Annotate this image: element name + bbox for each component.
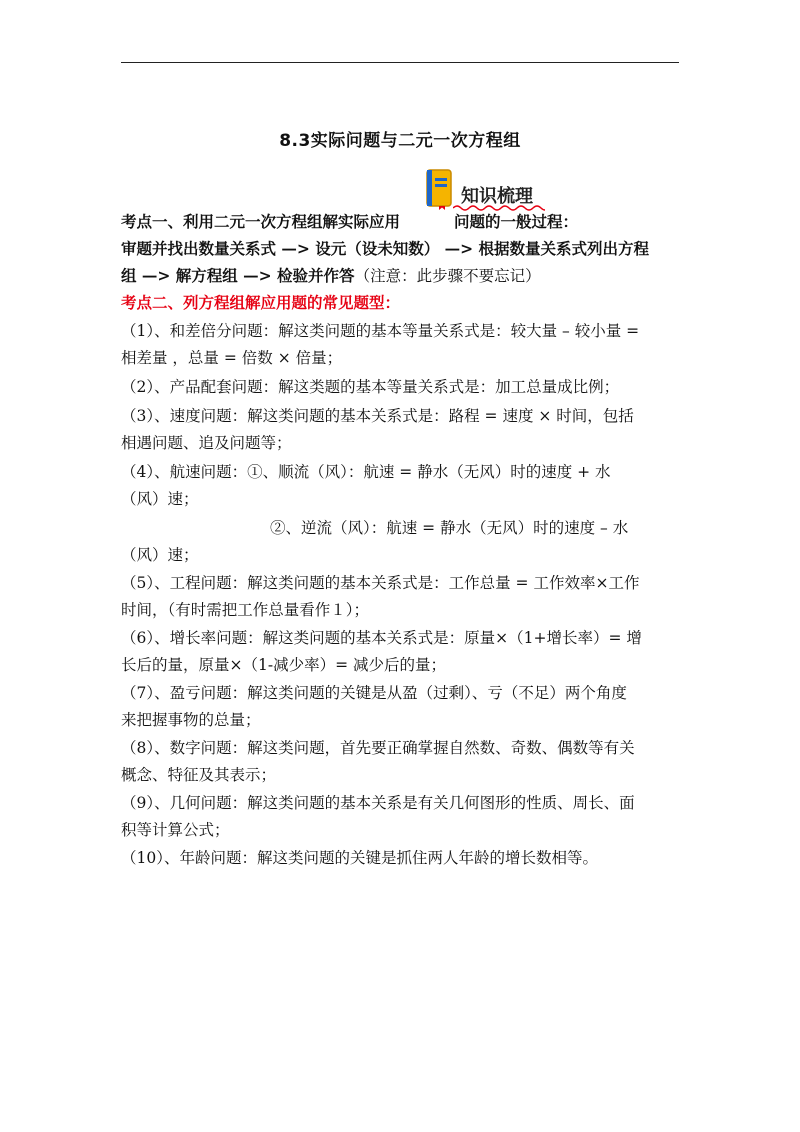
list-line: 积等计算公式；	[121, 821, 230, 839]
list-line: （风）速；	[121, 490, 199, 508]
list-line: （3）、速度问题：解这类问题的基本关系式是：路程 = 速度 × 时间，包括	[121, 407, 634, 425]
banner-label: 知识梳理	[461, 186, 533, 207]
section2-heading: 考点二、列方程组解应用题的常见题型：	[121, 293, 401, 312]
list-line: （4）、航速问题：①、顺流（风）：航速 = 静水（无风）时的速度 + 水	[121, 463, 611, 481]
list-line: 相遇问题、追及问题等；	[121, 434, 292, 452]
section1-heading: 考点一、利用二元一次方程组解实际应用 问题的一般过程：	[121, 212, 579, 231]
wave-underline	[453, 204, 545, 212]
process-line-2: 组 —> 解方程组 —> 检验并作答（注意：此步骤不要忘记）	[121, 266, 541, 285]
list-line: 概念、特征及其表示；	[121, 766, 277, 784]
list-line: （6）、增长率问题：解这类问题的基本关系式是：原量×（1+增长率）= 增	[121, 629, 642, 647]
list-line: （7）、盈亏问题：解这类问题的关键是从盈（过剩）、亏（不足）两个角度	[121, 684, 627, 702]
list-line: （9）、几何问题：解这类问题的基本关系是有关几何图形的性质、周长、面	[121, 794, 635, 812]
book-icon	[425, 168, 453, 210]
list-line: 来把握事物的总量；	[121, 711, 261, 729]
list-line: ②、逆流（风）：航速 = 静水（无风）时的速度 – 水	[270, 519, 629, 537]
list-line: （10）、年龄问题：解这类问题的关键是抓住两人年龄的增长数相等。	[121, 849, 598, 867]
list-line: （1）、和差倍分问题：解这类问题的基本等量关系式是：较大量 – 较小量 =	[121, 322, 640, 340]
header-rule	[121, 62, 679, 63]
list-line: 相差量 ，总量 = 倍数 × 倍量；	[121, 349, 343, 367]
list-line: （5）、工程问题：解这类问题的基本关系式是：工作总量 = 工作效率×工作	[121, 574, 640, 592]
list-line: （2）、产品配套问题：解这类题的基本等量关系式是：加工总量成比例；	[121, 378, 620, 396]
list-line: （8）、数字问题：解这类问题，首先要正确掌握自然数、奇数、偶数等有关	[121, 739, 635, 757]
list-line: （风）速；	[121, 546, 199, 564]
list-line: 时间，（有时需把工作总量看作１）；	[121, 601, 370, 619]
list-line: 长后的量，原量×（1-减少率）= 减少后的量；	[121, 656, 447, 674]
page-title: 8.3实际问题与二元一次方程组	[279, 131, 521, 151]
process-line-1: 审题并找出数量关系式 —> 设元（设未知数） —> 根据数量关系式列出方程	[121, 239, 650, 258]
knowledge-banner	[425, 168, 545, 212]
